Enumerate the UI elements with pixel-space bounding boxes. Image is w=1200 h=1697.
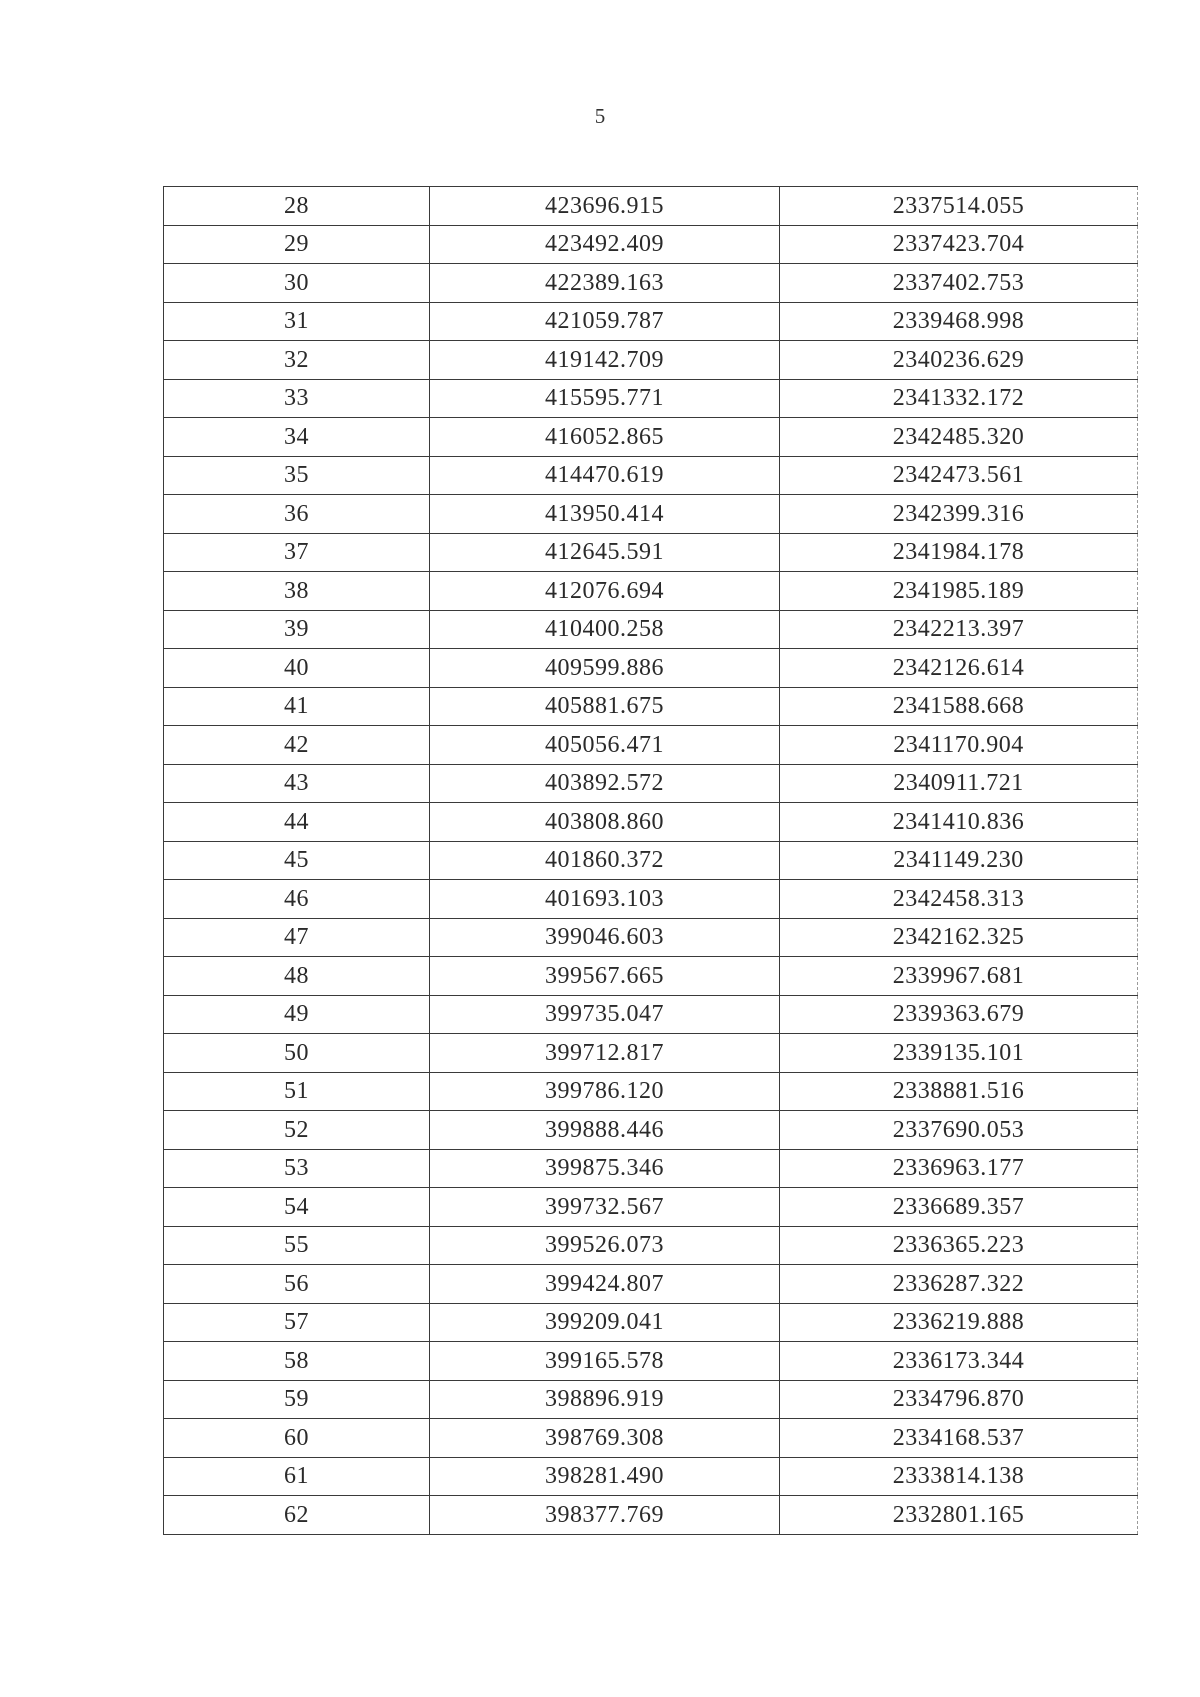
- point-number-cell: 50: [164, 1034, 430, 1073]
- y-coordinate-cell: 2342162.325: [780, 918, 1138, 957]
- y-coordinate-cell: 2337402.753: [780, 264, 1138, 303]
- table-row: [164, 379, 1138, 418]
- point-number-cell: 29: [164, 225, 430, 264]
- table-row: [164, 687, 1138, 726]
- y-coordinate-cell: 2337690.053: [780, 1111, 1138, 1150]
- point-number-cell: 49: [164, 995, 430, 1034]
- point-number-cell: 55: [164, 1226, 430, 1265]
- point-number-cell: 47: [164, 918, 430, 957]
- coordinate-table-body: [164, 187, 1138, 1535]
- x-coordinate-cell: 419142.709: [430, 341, 780, 380]
- x-coordinate-cell: 398281.490: [430, 1457, 780, 1496]
- y-coordinate-cell: 2336173.344: [780, 1342, 1138, 1381]
- table-row: [164, 1496, 1138, 1535]
- table-row: [164, 418, 1138, 457]
- point-number-cell: 30: [164, 264, 430, 303]
- y-coordinate-cell: 2341332.172: [780, 379, 1138, 418]
- y-coordinate-cell: 2338881.516: [780, 1072, 1138, 1111]
- point-number-cell: 48: [164, 957, 430, 996]
- point-number-cell: 32: [164, 341, 430, 380]
- y-coordinate-cell: 2337514.055: [780, 187, 1138, 226]
- y-coordinate-cell: 2336963.177: [780, 1149, 1138, 1188]
- table-row: [164, 918, 1138, 957]
- point-number-cell: 39: [164, 610, 430, 649]
- x-coordinate-cell: 413950.414: [430, 495, 780, 534]
- y-coordinate-cell: 2336689.357: [780, 1188, 1138, 1227]
- y-coordinate-cell: 2339468.998: [780, 302, 1138, 341]
- table-row: [164, 764, 1138, 803]
- table-row: [164, 1072, 1138, 1111]
- table-row: [164, 726, 1138, 765]
- x-coordinate-cell: 399732.567: [430, 1188, 780, 1227]
- table-row: [164, 1380, 1138, 1419]
- x-coordinate-cell: 401860.372: [430, 841, 780, 880]
- table-row: [164, 456, 1138, 495]
- table-row: [164, 1419, 1138, 1458]
- y-coordinate-cell: 2339363.679: [780, 995, 1138, 1034]
- table-row: [164, 1149, 1138, 1188]
- x-coordinate-cell: 423696.915: [430, 187, 780, 226]
- x-coordinate-cell: 399567.665: [430, 957, 780, 996]
- x-coordinate-cell: 415595.771: [430, 379, 780, 418]
- x-coordinate-cell: 399888.446: [430, 1111, 780, 1150]
- x-coordinate-cell: 398377.769: [430, 1496, 780, 1535]
- point-number-cell: 33: [164, 379, 430, 418]
- y-coordinate-cell: 2340236.629: [780, 341, 1138, 380]
- x-coordinate-cell: 399786.120: [430, 1072, 780, 1111]
- point-number-cell: 61: [164, 1457, 430, 1496]
- point-number-cell: 60: [164, 1419, 430, 1458]
- x-coordinate-cell: 399046.603: [430, 918, 780, 957]
- y-coordinate-cell: 2339967.681: [780, 957, 1138, 996]
- x-coordinate-cell: 412076.694: [430, 572, 780, 611]
- y-coordinate-cell: 2334796.870: [780, 1380, 1138, 1419]
- point-number-cell: 59: [164, 1380, 430, 1419]
- table-row: [164, 1303, 1138, 1342]
- y-coordinate-cell: 2341984.178: [780, 533, 1138, 572]
- y-coordinate-cell: 2342399.316: [780, 495, 1138, 534]
- point-number-cell: 56: [164, 1265, 430, 1304]
- point-number-cell: 31: [164, 302, 430, 341]
- point-number-cell: 52: [164, 1111, 430, 1150]
- y-coordinate-cell: 2341149.230: [780, 841, 1138, 880]
- point-number-cell: 28: [164, 187, 430, 226]
- y-coordinate-cell: 2342485.320: [780, 418, 1138, 457]
- coordinate-table: [163, 186, 1138, 1535]
- x-coordinate-cell: 414470.619: [430, 456, 780, 495]
- y-coordinate-cell: 2342473.561: [780, 456, 1138, 495]
- point-number-cell: 53: [164, 1149, 430, 1188]
- x-coordinate-cell: 421059.787: [430, 302, 780, 341]
- point-number-cell: 37: [164, 533, 430, 572]
- point-number-cell: 34: [164, 418, 430, 457]
- y-coordinate-cell: 2336287.322: [780, 1265, 1138, 1304]
- y-coordinate-cell: 2336365.223: [780, 1226, 1138, 1265]
- table-row: [164, 957, 1138, 996]
- table-row: [164, 880, 1138, 919]
- table-row: [164, 1111, 1138, 1150]
- point-number-cell: 62: [164, 1496, 430, 1535]
- table-row: [164, 264, 1138, 303]
- table-row: [164, 187, 1138, 226]
- table-row: [164, 341, 1138, 380]
- x-coordinate-cell: 423492.409: [430, 225, 780, 264]
- y-coordinate-cell: 2337423.704: [780, 225, 1138, 264]
- y-coordinate-cell: 2341588.668: [780, 687, 1138, 726]
- point-number-cell: 46: [164, 880, 430, 919]
- point-number-cell: 51: [164, 1072, 430, 1111]
- y-coordinate-cell: 2342213.397: [780, 610, 1138, 649]
- point-number-cell: 41: [164, 687, 430, 726]
- x-coordinate-cell: 399424.807: [430, 1265, 780, 1304]
- table-row: [164, 1265, 1138, 1304]
- x-coordinate-cell: 399209.041: [430, 1303, 780, 1342]
- page-number: 5: [594, 104, 606, 128]
- x-coordinate-cell: 399875.346: [430, 1149, 780, 1188]
- y-coordinate-cell: 2340911.721: [780, 764, 1138, 803]
- x-coordinate-cell: 398769.308: [430, 1419, 780, 1458]
- point-number-cell: 58: [164, 1342, 430, 1381]
- point-number-cell: 40: [164, 649, 430, 688]
- point-number-cell: 36: [164, 495, 430, 534]
- x-coordinate-cell: 405881.675: [430, 687, 780, 726]
- table-row: [164, 495, 1138, 534]
- table-row: [164, 841, 1138, 880]
- table-row: [164, 302, 1138, 341]
- x-coordinate-cell: 399735.047: [430, 995, 780, 1034]
- table-row: [164, 572, 1138, 611]
- table-row: [164, 533, 1138, 572]
- table-row: [164, 610, 1138, 649]
- point-number-cell: 43: [164, 764, 430, 803]
- table-row: [164, 1226, 1138, 1265]
- y-coordinate-cell: 2341170.904: [780, 726, 1138, 765]
- x-coordinate-cell: 412645.591: [430, 533, 780, 572]
- y-coordinate-cell: 2342126.614: [780, 649, 1138, 688]
- table-row: [164, 1034, 1138, 1073]
- point-number-cell: 54: [164, 1188, 430, 1227]
- y-coordinate-cell: 2342458.313: [780, 880, 1138, 919]
- x-coordinate-cell: 416052.865: [430, 418, 780, 457]
- table-row: [164, 649, 1138, 688]
- table-row: [164, 225, 1138, 264]
- y-coordinate-cell: 2341410.836: [780, 803, 1138, 842]
- point-number-cell: 42: [164, 726, 430, 765]
- point-number-cell: 44: [164, 803, 430, 842]
- y-coordinate-cell: 2339135.101: [780, 1034, 1138, 1073]
- y-coordinate-cell: 2334168.537: [780, 1419, 1138, 1458]
- y-coordinate-cell: 2336219.888: [780, 1303, 1138, 1342]
- table-row: [164, 1457, 1138, 1496]
- point-number-cell: 35: [164, 456, 430, 495]
- table-row: [164, 1188, 1138, 1227]
- x-coordinate-cell: 409599.886: [430, 649, 780, 688]
- table-row: [164, 803, 1138, 842]
- point-number-cell: 57: [164, 1303, 430, 1342]
- x-coordinate-cell: 403892.572: [430, 764, 780, 803]
- y-coordinate-cell: 2333814.138: [780, 1457, 1138, 1496]
- y-coordinate-cell: 2341985.189: [780, 572, 1138, 611]
- x-coordinate-cell: 401693.103: [430, 880, 780, 919]
- x-coordinate-cell: 399526.073: [430, 1226, 780, 1265]
- table-row: [164, 1342, 1138, 1381]
- x-coordinate-cell: 422389.163: [430, 264, 780, 303]
- x-coordinate-cell: 398896.919: [430, 1380, 780, 1419]
- point-number-cell: 38: [164, 572, 430, 611]
- table-row: [164, 995, 1138, 1034]
- x-coordinate-cell: 399712.817: [430, 1034, 780, 1073]
- y-coordinate-cell: 2332801.165: [780, 1496, 1138, 1535]
- x-coordinate-cell: 403808.860: [430, 803, 780, 842]
- x-coordinate-cell: 405056.471: [430, 726, 780, 765]
- x-coordinate-cell: 410400.258: [430, 610, 780, 649]
- point-number-cell: 45: [164, 841, 430, 880]
- x-coordinate-cell: 399165.578: [430, 1342, 780, 1381]
